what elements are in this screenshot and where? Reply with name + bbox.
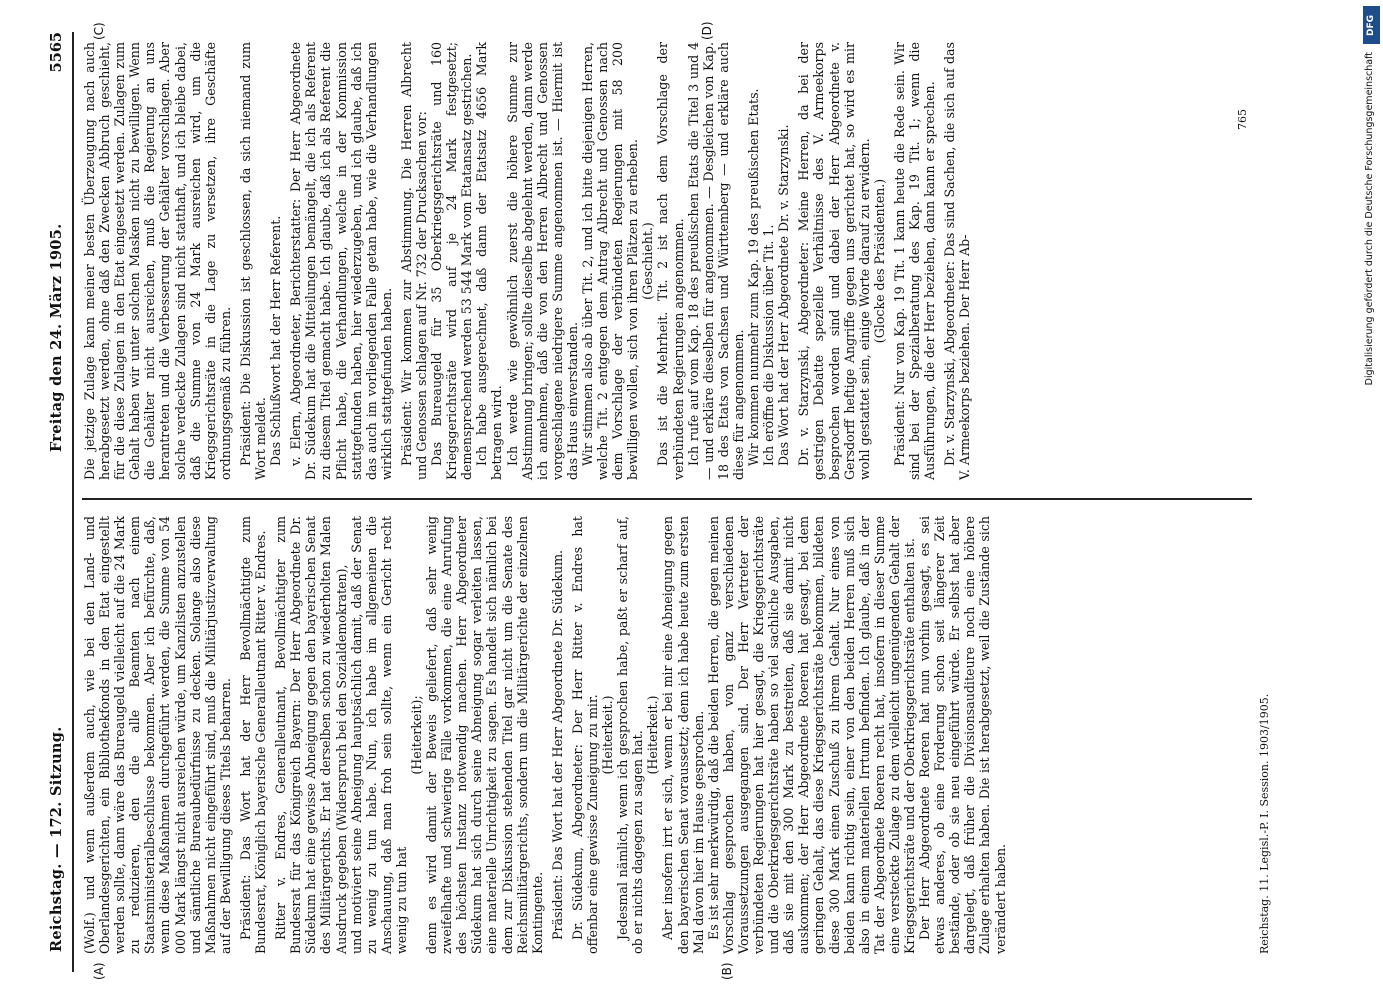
paragraph: Das Wort hat der Herr Abgeordnete Dr. v. Starzynski. bbox=[776, 124, 792, 466]
paragraph: Ich eröffne die Diskussion über Tit. 1. bbox=[761, 224, 777, 466]
interjection: (Geschieht.) bbox=[640, 222, 656, 300]
paragraph: Ich werde wie gewöhnlich zuerst die höhere Summe zur Abstimmung bringen; sollte dieselbe abgelehnt werden, dann werde ich annehmen, daß die von den Herren Albrecht und Genossen vorgeschlagene niedrigere Summe angenommen ist. — Hiermit ist das Haus einverstanden. bbox=[504, 42, 580, 480]
paragraph: denn es wird damit der Beweis geliefert, daß sehr wenig zweifelhafte und schwierige Fälle vorkommen, die eine Anrufung des höchsten Instanz notwendig machen. Herr Abgeordneter Südekum hat sich durch seine Abneigung sogar verleiten lassen, eine materielle Unrichtigkeit zu sagen. Es handelt sich nämlich bei dem zur Diskussion stehenden Titel gar nicht um die Senate des Reichsmilitärgerichts, sondern um die Militärgerichte der einzelnen Kontingente. bbox=[424, 516, 545, 954]
paragraph: Jedesmal nämlich, wenn ich gesprochen habe, paßt er scharf auf, ob er nichts dagegen zu sagen hat. bbox=[615, 516, 646, 954]
interjection: (Heiterkeit.) bbox=[645, 695, 661, 775]
margin-mark-a: (A) bbox=[92, 962, 106, 980]
paragraph: Das Schlußwort hat der Herr Referent. bbox=[268, 215, 284, 466]
digitization-strip bbox=[1362, 0, 1382, 1000]
page-header bbox=[40, 32, 70, 972]
motion-text: Das Bureaugeld für 35 Oberkriegsgerichtsräte und 160 Kriegsgerichtsräte wird auf je 24 Mark festgesetzt; demensprechend werden 53 544 Mark vom Etatansatz gestrichen. bbox=[429, 42, 475, 480]
paragraph: Dr. Südekum, Abgeordneter: Der Herr Ritter v. Endres hat offenbar eine gewisse Zuneigung zu mir. bbox=[569, 516, 600, 954]
header-date: Freitag den 24. März 1905. bbox=[48, 223, 65, 452]
paragraph: Es ist sehr merkwürdig, daß die beiden Herren, die gegen meinen Vorschlag gesprochen haben, von ganz verschiedenen Voraussetzungen ausgegangen sind. Der Herr Vertreter der verbündeten Regierungen hat hier gesagt, die Kriegsgerichtsräte und die Oberkriegsgerichtsräte haben so viel sachliche Ausgaben, daß sie mit den 300 Mark zu bestreiten, daß sie damit nicht auskommen; der Herr Abgeordnete Roeren hat gesagt, bei dem geringen Gehalt, das diese Kriegsgerichtsräte bekommen, bildeten diese 300 Mark einen Zuschuß zu ihrem Gehalt. Nur eines von beiden kann richtig sein, einer von den beiden Herren muß sich also in einem materiellen Irrtum befinden. Ich glaube, daß in der Tat der Abgeordnete Roeren recht hat, insofern in dieser Summe eine versteckte Zulage zu dem vielleicht ungenügenden Gehalt der Kriegsgerichtsräte und der Oberkriegsgerichtsräte enthalten ist. bbox=[705, 516, 917, 954]
digitization-note: Digitalisierung gefördert durch die Deutsche Forschungsgemeinschaft bbox=[1364, 52, 1375, 386]
paragraph: Ich habe ausgerechnet, daß dann der Etatsatz 4656 Mark betragen wird. bbox=[474, 42, 505, 480]
page-footer: Reichstag. 11. Legisl.-P. I. Session. 1903/1905. bbox=[1258, 693, 1271, 954]
paragraph: und motiviert seine Abneigung hauptsächlich damit, daß der Senat zu wenig zu tun habe. Nun, ich habe im allgemeinen die Anschauung, daß man froh sein sollte, wenn ein Gericht recht wenig zu tun hat bbox=[348, 516, 409, 954]
paragraph: Dr. v. Starzynski, Abgeordneter: Meine Herren, da bei der gestrigen Debatte spezielle Verhältnisse des V. Armeekorps besprochen worden sind und dabei der Herr Abgeordnete v. Gersdorff heftige Angriffe gegen uns gerichtet hat, so wird es mir wohl gestattet sein, einige Worte darauf zu erwidern. bbox=[796, 42, 872, 480]
interjection: (Heiterkeit); bbox=[408, 695, 424, 775]
column-separator bbox=[82, 498, 1252, 500]
paragraph: Präsident: Nur von Kap. 19 Tit. 1 kann heute die Rede sein. Wir sind bei der Spezialberatung des Kap. 19 Tit. 1; wenn die Ausführungen, die der Herr beziehen, dann kann er sprechen. bbox=[891, 42, 938, 480]
left-column bbox=[82, 516, 1008, 954]
paragraph: Ritter v. Endres, Generalleutnant, Bevollmächtigter zum Bundesrat für das Königreich Bayern: Der Herr Abgeordnete Dr. Südekum hat eine gewisse Abneigung gegen den bayerischen Senat des Militärgerichts. Er hat derselben schon zu wiederholten Malen Ausdruck gegeben (Widerspruch bei den Sozialdemokraten), bbox=[273, 516, 349, 954]
interjection: (Glocke des Präsidenten.) bbox=[871, 178, 887, 344]
paragraph: Dr. v. Starzynski, Abgeordneter: Das sind Sachen, die sich auf das V. Armeekorps beziehen. Der Herr Ab- bbox=[942, 42, 973, 480]
margin-mark-b: (B) bbox=[720, 962, 734, 980]
right-column bbox=[82, 42, 972, 480]
interjection: (Heiterkeit.) bbox=[600, 695, 616, 775]
paragraph: Die jetzige Zulage kann meiner besten Überzeugung nach auch herabgesetzt werden, ohne daß den Zwecken Abbruch geschieht, für die diese Zulagen in den Etat eingesetzt werden. Zulagen zum Gehalt haben wir unter solchen Masken nicht zu bewilligen. Wenn die Gehälter nicht ausreichen, muß die Regierung an uns herantreten und die Verbesserung der Gehälter vorschlagen. Aber solche verdeckte Zulagen sind nicht statthaft, und ich bleibe dabei, daß die Summe von 24 Mark ausreichen wird, um die Kriegsgerichtsräte in die Lage zu versetzen, ihre Geschäfte ordnungsgemäß zu führen. bbox=[82, 42, 233, 480]
paragraph: Das ist die Mehrheit. Tit. 2 ist nach dem Vorschlage der verbündeten Regierungen angenommen. bbox=[655, 42, 686, 480]
paragraph: Aber insofern irrt er sich, wenn er bei mir eine Abneigung gegen den bayerischen Senat voraussetzt; denn ich habe heute zum ersten Mal davon hier im Hause gesprochen. bbox=[660, 516, 706, 954]
header-page-number: 5565 bbox=[48, 32, 65, 73]
paragraph: Wir kommen nunmehr zum Kap. 19 des preußischen Etats. bbox=[746, 88, 762, 466]
paragraph: Der Herr Abgeordnete Roeren hat nun vorhin gesagt, es sei etwas anderes, ob eine Forderung schon seit längerer Zeit bestände, oder ob sie neu eingeführt würde. Er selbst hat aber dargelegt, daß früher die Divisionsauditeure noch eine höhere Zulage erhalten haben. Die ist herabgesetzt, weil die Zustände sich verändert haben. bbox=[917, 516, 1008, 954]
paragraph: Präsident: Wir kommen zur Abstimmung. Die Herren Albrecht und Genossen schlagen auf Nr. 732 der Drucksachen vor: bbox=[398, 42, 429, 480]
paragraph: Präsident: Das Wort hat der Herr Abgeordnete Dr. Südekum. bbox=[549, 549, 565, 940]
signature-number: 765 bbox=[1236, 109, 1249, 130]
paragraph: v. Elern, Abgeordneter, Berichterstatter: Der Herr Abgeordnete Dr. Südekum hat die Mitteilungen bemängelt, die ich als Referent zu diesem Titel gemacht habe. Ich glaube, daß ich als Referent die Pflicht habe, die Verhandlungen, welche in der Kommission stattgefunden haben, hier wiederzugeben, und ich glaube, daß ich das auch im vorliegenden Falle getan habe, wie die Verhandlungen wirklich stattgefunden haben. bbox=[288, 42, 394, 480]
paragraph: Wir stimmen also ab über Tit. 2, und ich bitte diejenigen Herren, welche Tit. 2 entgegen dem Antrag Albrecht und Genossen nach dem Vorschlage der verbündeten Regierungen mit 58 200 bewilligen wollen, sich von ihren Plätzen zu erheben. bbox=[580, 42, 641, 480]
margin-mark-c: (C) bbox=[92, 22, 106, 40]
paragraph: Präsident: Die Diskussion ist geschlossen, da sich niemand zum Wort meldet. bbox=[237, 42, 269, 480]
margin-mark-d: (D) bbox=[700, 21, 714, 40]
paragraph: Präsident: Das Wort hat der Herr Bevollmächtigte zum Bundesrat, Königlich bayerische Generalleutnant Ritter v. Endres. bbox=[237, 516, 269, 954]
paragraph: Ich rufe auf vom Kap. 18 des preußischen Etats die Titel 3 und 4 — und erkläre dieselben für angenommen. — Desgleichen von Kap. 18 des Etats von Sachsen und Württemberg — und erkläre auch diese für angenommen. bbox=[685, 42, 746, 480]
dfg-logo-icon: DFG bbox=[1363, 6, 1380, 44]
header-left: Reichstag. — 172. Sitzung. bbox=[48, 726, 65, 952]
header-rule bbox=[72, 32, 74, 972]
paragraph: (Wolf.) und wenn außerdem auch, wie bei den Land- und Oberlandesgerichten, ein Bibliothekfonds in den Etat eingestellt werden sollte, dann wäre das Bureaugeld vielleicht auf die 24 Mark zu reduzieren, den die alle Beamten nach einem Staatsministerialbeschlusse bekommen. Aber ich befürchte, daß, wenn diese Maßnahmen durchgeführt werden, die Summe von 54 000 Mark längst nicht ausreichen würde, um Kanzlisten anzustellen und sämtliche Bureaubedürfnisse zu decken. Solange also diese Maßnahmen nicht eingeführt sind, muß die Militärjustizverwaltung auf der Bewilligung dieses Titels beharren. bbox=[82, 516, 233, 954]
